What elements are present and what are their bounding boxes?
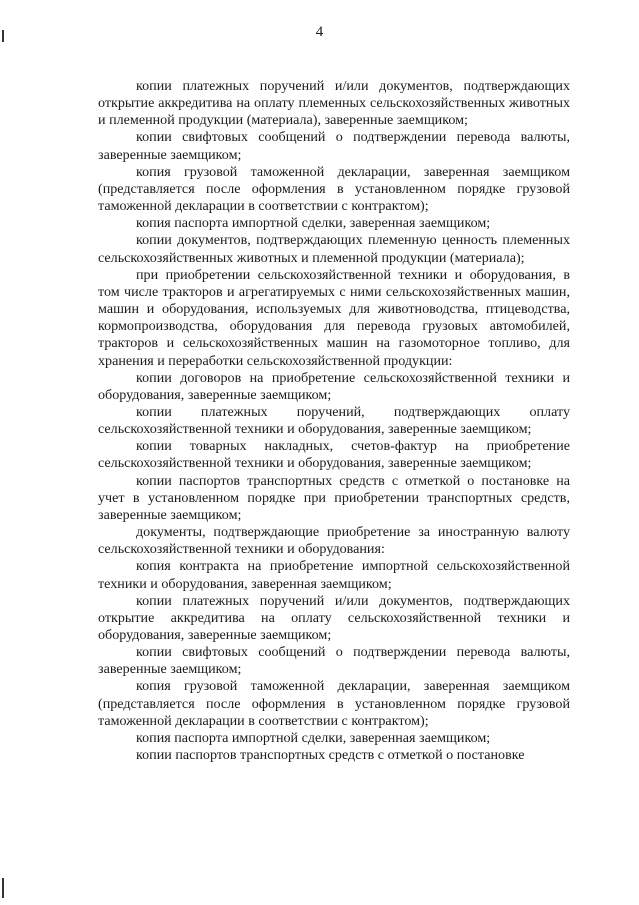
paragraph: копии товарных накладных, счетов-фактур на приобретение сельскохозяйственной техники и оборудования, заверенные заемщиком; (98, 438, 570, 472)
paragraph: копии договоров на приобретение сельскохозяйственной техники и оборудования, заверенные заемщиком; (98, 369, 570, 403)
document-body (98, 78, 570, 764)
paragraph: при приобретении сельскохозяйственной техники и оборудования, в том числе тракторов и агрегатируемых с ними сельскохозяйственных машин, машин и оборудования, используемых для животноводства, птицеводства, кормопроизводства, оборудования для перевода грузовых автомобилей, тракторов и сельскохозяйственных машин на газомоторное топливо, для хранения и переработки сельскохозяйственной продукции: (98, 266, 570, 369)
paragraph: копии платежных поручений и/или документов, подтверждающих открытие аккредитива на оплату племенных сельскохозяйственных животных и племенной продукции (материала), заверенные заемщиком; (98, 78, 570, 129)
paragraph: копии свифтовых сообщений о подтверждении перевода валюты, заверенные заемщиком; (98, 644, 570, 678)
paragraph: копия грузовой таможенной декларации, заверенная заемщиком (представляется после оформления в установленном порядке грузовой таможенной декларации в соответствии с контрактом); (98, 678, 570, 729)
scan-edge-mark-bottom (2, 878, 4, 898)
paragraph: копии платежных поручений, подтверждающих оплату сельскохозяйственной техники и оборудования, заверенные заемщиком; (98, 403, 570, 438)
paragraph: копия грузовой таможенной декларации, заверенная заемщиком (представляется после оформления в установленном порядке грузовой таможенной декларации в соответствии с контрактом); (98, 163, 570, 215)
paragraph: копия паспорта импортной сделки, заверенная заемщиком; (136, 215, 491, 232)
paragraph: копия контракта на приобретение импортной сельскохозяйственной техники и оборудования, заверенная заемщиком; (98, 558, 570, 592)
page-number: 4 (315, 24, 324, 40)
paragraph: копии свифтовых сообщений о подтверждении перевода валюты, заверенные заемщиком; (98, 129, 570, 163)
paragraph: копии паспортов транспортных средств с отметкой о постановке (136, 747, 525, 764)
paragraph: копия паспорта импортной сделки, заверенная заемщиком; (136, 729, 491, 746)
paragraph: копии паспортов транспортных средств с отметкой о постановке на учет в установленном порядке при приобретении транспортных средств, заверенные заемщиком; (98, 472, 570, 523)
paragraph: копии документов, подтверждающих племенную ценность племенных сельскохозяйственных животных и племенной продукции (материала); (98, 232, 570, 266)
paragraph: документы, подтверждающие приобретение за иностранную валюту сельскохозяйственной техники и оборудования: (98, 524, 570, 558)
paragraph: копии платежных поручений и/или документов, подтверждающих открытие аккредитива на оплату сельскохозяйственной техники и оборудования, заверенные заемщиком; (98, 592, 570, 643)
